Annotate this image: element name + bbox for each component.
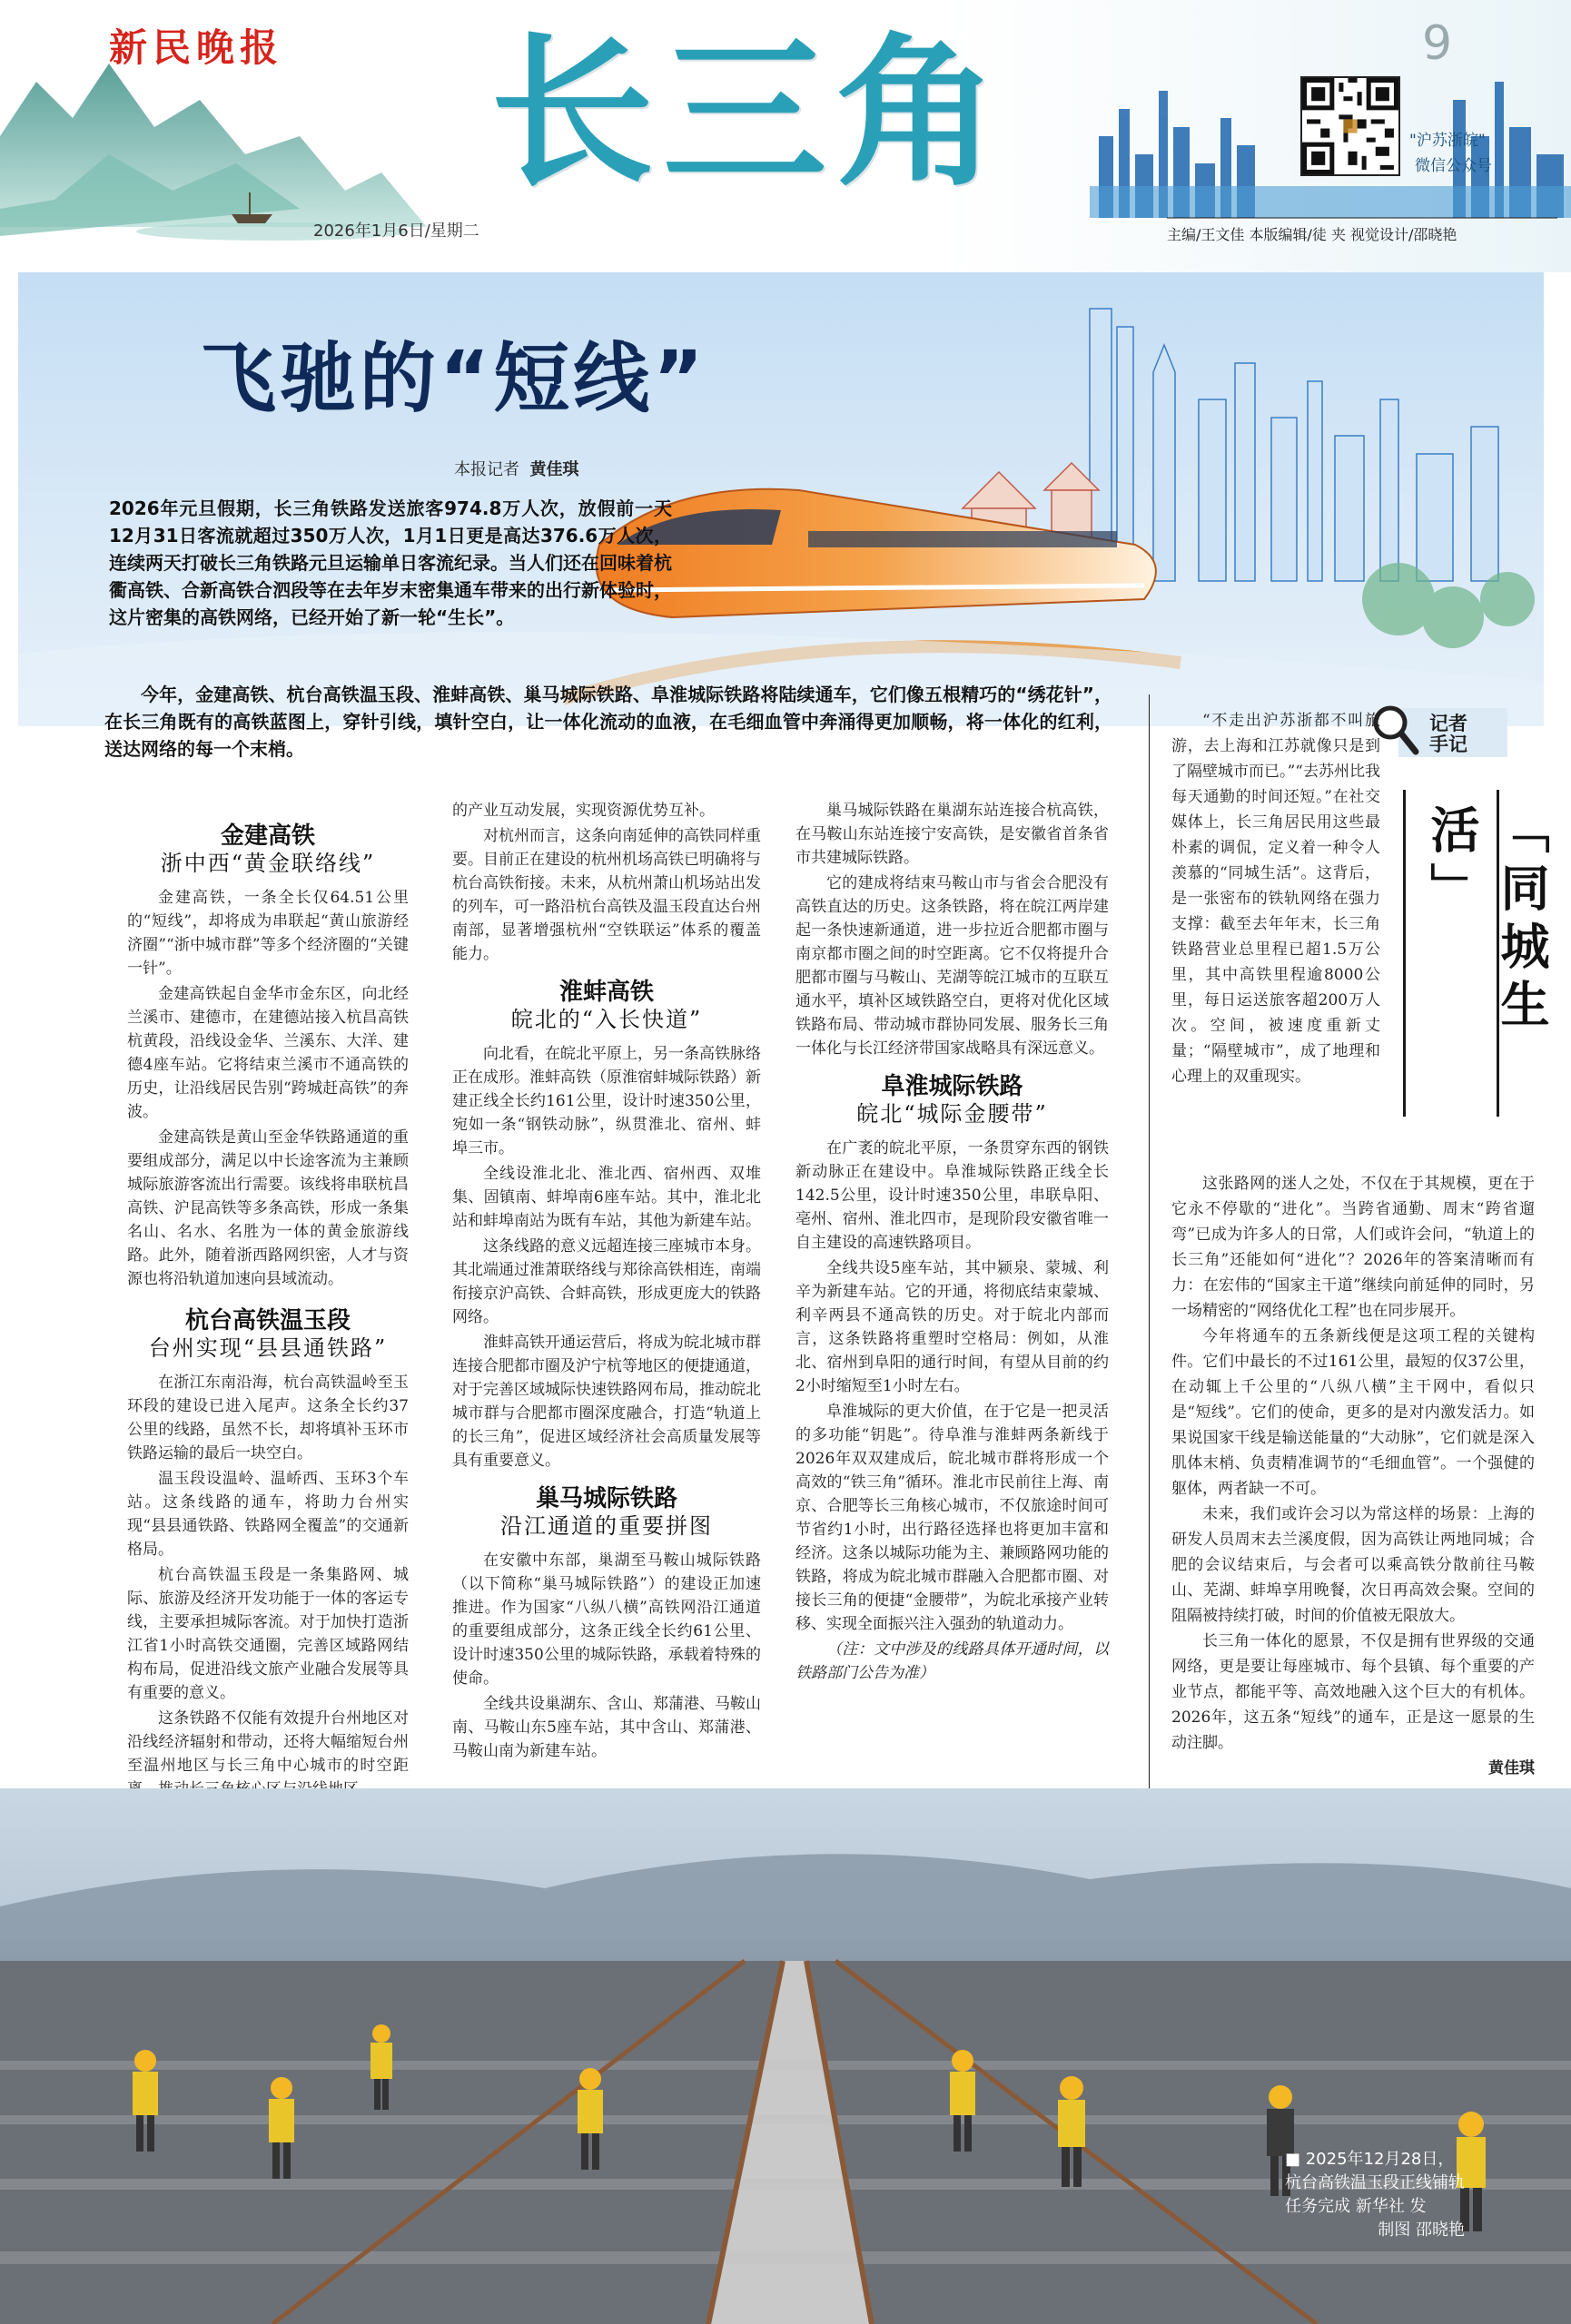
masthead: [0, 0, 1571, 272]
reporter-note-title: 「同城生活」: [1423, 804, 1550, 1037]
newspaper-logo: 新民晚报: [109, 25, 284, 70]
qr-label-wechat: 微信公众号: [1415, 157, 1492, 175]
paragraph: 巢马城际铁路在巢湖东站连接合杭高铁，在马鞍山东站连接宁安高铁，是安徽省首条省市共建城际铁路。: [795, 802, 1109, 867]
paragraph: 这条线路的意义远超连接三座城市本身。其北端通过淮萧联络线与郑徐高铁相连，南端衔接京沪高铁、合蚌高铁，形成更庞大的铁路网络。: [452, 1237, 761, 1326]
caption-line-4: 制图 邵晓艳: [1378, 2221, 1465, 2240]
paragraph: 未来，我们或许会习以为常这样的场景：上海的研发人员周末去兰溪度假，因为高铁让两地同城；合肥的会议结束后，与会者可以乘高铁分散前往马鞍山、芜湖、蚌埠享用晚餐，次日再高效会聚。空间的阻隔被持续打破，时间的价值被无限放大。: [1171, 1505, 1535, 1625]
reporter-note-title-frame: [1403, 790, 1550, 1117]
caption-line-1: ■ 2025年12月28日，: [1285, 2150, 1455, 2169]
paragraph: 全线共设5座车站，其中颍泉、蒙城、利辛为新建车站。它的开通，将彻底结束蒙城、利辛两县不通高铁的历史。对于皖北内部而言，这条铁路将重塑时空格局：例如，从淮北、宿州到阜阳的通行时间，有望从目前的约2小时缩短至1小时左右。: [795, 1259, 1109, 1395]
headline: 飞驰的“短线”: [200, 334, 707, 423]
reporter-signature: 黄佳琪: [1488, 1759, 1535, 1777]
reporter-note-body: [1171, 1171, 1535, 1781]
paragraph: 向北看，在皖北平原上，另一条高铁脉络正在成形。淮蚌高铁（原淮宿蚌城际铁路）新建正线全长约161公里，设计时速350公里，宛如一条“钢铁动脉”，纵贯淮北、宿州、蚌埠三市。: [452, 1045, 761, 1157]
paragraph: 阜淮城际的更大价值，在于它是一把灵活的多功能“钥匙”。待阜淮与淮蚌两条新线于2026年双双建成后，皖北城市群将形成一个高效的“铁三角”循环。淮北市民前往上海、南京、合肥等长三角核心城市，不仅旅途时间可节省约1小时，出行路径选择也将更加丰富和经济。这条以城际功能为主、兼顾路网功能的铁路，将成为皖北城市群融入合肥都市圈、对接长三角的便捷“金腰带”，为皖北承接产业转移、实现全面振兴注入强劲的轨道动力。: [795, 1403, 1109, 1633]
section-heading-chaoma: 巢马城际铁路: [535, 1485, 677, 1512]
footnote: （注：文中涉及的线路具体开通时间，以铁路部门公告为准）: [795, 1640, 1109, 1682]
paragraph: 金建高铁，一条全长仅64.51公里的“短线”，却将成为串联起“黄山旅游经济圈”“浙中城市群”等多个经济圈的“关键一针”。: [127, 889, 409, 978]
section-heading-jinjian: 金建高铁: [220, 822, 315, 850]
section-heading-hangtai: 杭台高铁温玉段: [184, 1307, 351, 1334]
paragraph: 淮蚌高铁开通运营后，将成为皖北城市群连接合肥都市圈及沪宁杭等地区的便捷通道，对于完善区域城际快速铁路网布局，推动皖北城市群与合肥都市圈深度融合，打造“轨道上的长三角”，促进区域经济社会高质量发展等具有重要意义。: [452, 1334, 761, 1470]
section-title: 长三角: [490, 17, 1009, 209]
badge-line-1: 记者: [1429, 713, 1467, 734]
paragraph: 的产业互动发展，实现资源优势互补。: [452, 802, 715, 820]
paragraph: 金建高铁是黄山至金华铁路通道的重要组成部分，满足以中长途客流为主兼顾城际旅游客流出行需要。该线将串联杭昌高铁、沪昆高铁等多条高铁，形成一条集名山、名水、名胜为一体的黄金旅游线路。此外，随着浙西路网织密，人才与资源也将沿轨道加速向县域流动。: [127, 1128, 409, 1288]
column-3: [795, 799, 1109, 1687]
paragraph: 在浙江东南沿海，杭台高铁温岭至玉环段的建设已进入尾声。这条全长约37公里的线路，虽然不长，却将填补玉环市铁路运输的最后一块空白。: [127, 1374, 409, 1462]
section-heading-huaibeng: 淮蚌高铁: [558, 979, 654, 1006]
track-workers-scene: [0, 1788, 1571, 2324]
issue-date: 2026年1月6日/星期二: [313, 222, 479, 241]
paragraph: 这张路网的迷人之处，不仅在于其规模，更在于它永不停歇的“进化”。当跨省通勤、周末“跨省遛弯”已成为许多人的日常，人们或许会问，“轨道上的长三角”还能如何“进化”？2026年的答案清晰而有力：在宏伟的“国家主干道”继续向前延伸的同时，另一场精密的“网络优化工程”也在同步展开。: [1171, 1175, 1535, 1320]
caption-line-2: 杭台高铁温玉段正线铺轨: [1285, 2173, 1465, 2192]
paragraph: 温玉段设温岭、温峤西、玉环3个车站。这条线路的通车，将助力台州实现“县县通铁路、铁路网全覆盖”的交通新格局。: [127, 1470, 409, 1559]
section-subheading-jinjian: 浙中西“黄金联络线”: [160, 851, 376, 876]
paragraph: 全线共设巢湖东、含山、郑蒲港、马鞍山南、马鞍山东5座车站，其中含山、郑蒲港、马鞍山南为新建车站。: [452, 1695, 761, 1760]
qr-label-accounts: "沪苏浙皖": [1409, 132, 1486, 150]
byline-prefix: 本报记者: [454, 460, 519, 479]
editor-credits: 主编/王文佳 本版编辑/徒 夹 视觉设计/邵晓艳: [1167, 226, 1457, 243]
paragraph: 对杭州而言，这条向南延伸的高铁同样重要。目前正在建设的杭州机场高铁已明确将与杭台高铁衔接。未来，从杭州萧山机场站出发的列车，可一路沿杭台高铁及温玉段直达台州南部，显著增强杭州“空铁联运”体系的覆盖能力。: [452, 827, 761, 963]
lead-paragraph-2: 今年，金建高铁、杭台高铁温玉段、淮蚌高铁、巢马城际铁路、阜淮城际铁路将陆续通车，它们像五根精巧的“绣花针”，在长三角既有的高铁蓝图上，穿针引线，填针空白，让一体化流动的血液，在毛细血管中奔涌得更加顺畅，将一体化的红利，送达网络的每一个末梢。: [104, 684, 1112, 760]
paragraph: 今年将通车的五条新线便是这项工程的关键构件。它们中最长的不过161公里，最短的仅37公里，在动辄上千公里的“八纵八横”主干网中，看似只是“短线”。它们的使命，更多的是对内激发活力。如果说国家干线是输送能量的“大动脉”，它们就是深入肌体末梢、负责精准调节的“毛细血管”。一个强健的躯体，两者缺一不可。: [1171, 1327, 1535, 1498]
section-subheading-hangtai: 台州实现“县县通铁路”: [148, 1335, 388, 1361]
railway-photo: [0, 1788, 1571, 2324]
paragraph: 杭台高铁温玉段是一条集路网、城际、旅游及经济开发功能于一体的客运专线，主要承担城际客流。对于加快打造浙江省1小时高铁交通圈，完善区域路网结构布局，促进沿线文旅产业融合发展等具有重要的意义。: [127, 1566, 409, 1702]
caption-line-3: 任务完成 新华社 发: [1285, 2197, 1427, 2216]
paragraph: 在安徽中东部，巢湖至马鞍山城际铁路（以下简称“巢马城际铁路”）的建设正加速推进。作为国家“八纵八横”高铁网沿江通道的重要组成部分，这条正线全长约61公里、设计时速350公里的城际铁路，承载着特殊的使命。: [452, 1551, 761, 1688]
byline-name: 黄佳琪: [529, 460, 579, 479]
badge-label: [1429, 714, 1467, 755]
paragraph: 这条铁路不仅能有效提升台州地区对沿线经济辐射和带动，还将大幅缩短台州至温州地区与长三角中心城市的时空距: [127, 1709, 409, 1775]
qr-code-icon: [1300, 76, 1400, 176]
lead-paragraph-1: 2026年元旦假期，长三角铁路发送旅客974.8万人次，放假前一天12月31日客流就超过350万人次，1月1日更是高达376.6万人次，连续两天打破长三角铁路元旦运输单日客流纪录。当人们还在回味着杭衢高铁、合新高铁合泗段等在去年岁末密集通车带来的出行新体验时，这片密集的高铁网络，已经开始了新一轮“生长”。: [109, 497, 672, 628]
paragraph: 它的建成将结束马鞍山市与省会合肥没有高铁直达的历史。这条铁路，将在皖江两岸建起一条快速新通道，进一步拉近合肥都市圈与南京都市圈之间的时空距离。它不仅将提升合肥都市圈与马鞍山、芜湖等皖江城市的互联互通水平，填补区域铁路空白，更将对优化区域铁路布局、带动城市群协同发展、服务长三角一体化与长江经济带国家战略具有深远意义。: [795, 874, 1109, 1058]
badge-line-2: 手记: [1429, 734, 1467, 755]
column-2: [452, 799, 761, 1765]
column-1: [127, 817, 409, 1803]
byline: [454, 457, 578, 480]
reporter-note-intro: [1171, 708, 1380, 1089]
section-subheading-fuhuai: 皖北“城际金腰带”: [856, 1101, 1048, 1127]
paragraph: 全线设淮北北、淮北西、宿州西、双堆集、固镇南、蚌埠南6座车站。其中，淮北北站和蚌埠南站为既有车站，其他为新建车站。: [452, 1165, 761, 1230]
photo-caption: [1285, 2148, 1465, 2242]
page-number: 9: [1422, 16, 1453, 71]
section-subheading-huaibeng: 皖北的“入长快道”: [510, 1007, 703, 1032]
section-subheading-chaoma: 沿江通道的重要拼图: [500, 1513, 713, 1539]
paragraph: 长三角一体化的愿景，不仅是拥有世界级的交通网络，更是要让每座城市、每个县镇、每个重要的产业节点，都能平等、高效地融入这个巨大的有机体。2026年，这五条“短线”的通车，正是这一愿景的生动注脚。: [1171, 1632, 1535, 1752]
paragraph: 金建高铁起自金华市金东区，向北经兰溪市、建德市，在建德站接入杭昌高铁杭黄段，沿线设金华、兰溪东、大洋、建德4座车站。它将结束兰溪市不通高铁的历史，让沿线居民告别“跨城赶高铁”的奔波。: [127, 985, 409, 1121]
paragraph: “不走出沪苏浙都不叫旅游，去上海和江苏就像只是到了隔壁城市而已。”“去苏州比我每天通勤的时间还短。”在社交媒体上，长三角居民用这些最朴素的调侃，定义着一种令人羡慕的“同城生活”。这背后，是一张密布的铁轨网络在强力支撑：截至去年年末，长三角铁路营业总里程已超1.5万公里，其中高铁里程逾8000公里，每日运送旅客超200万人次。空间，被速度重新丈量；“隔壁城市”，成了地理和心理上的双重现实。: [1171, 712, 1380, 1086]
paragraph: 在广袤的皖北平原，一条贯穿东西的钢铁新动脉正在建设中。阜淮城际铁路正线全长142.5公里，设计时速350公里，串联阜阳、亳州、宿州、淮北四市，是现阶段安徽省唯一自主建设的高速铁路项目。: [795, 1139, 1109, 1252]
section-heading-fuhuai: 阜淮城际铁路: [881, 1073, 1023, 1100]
